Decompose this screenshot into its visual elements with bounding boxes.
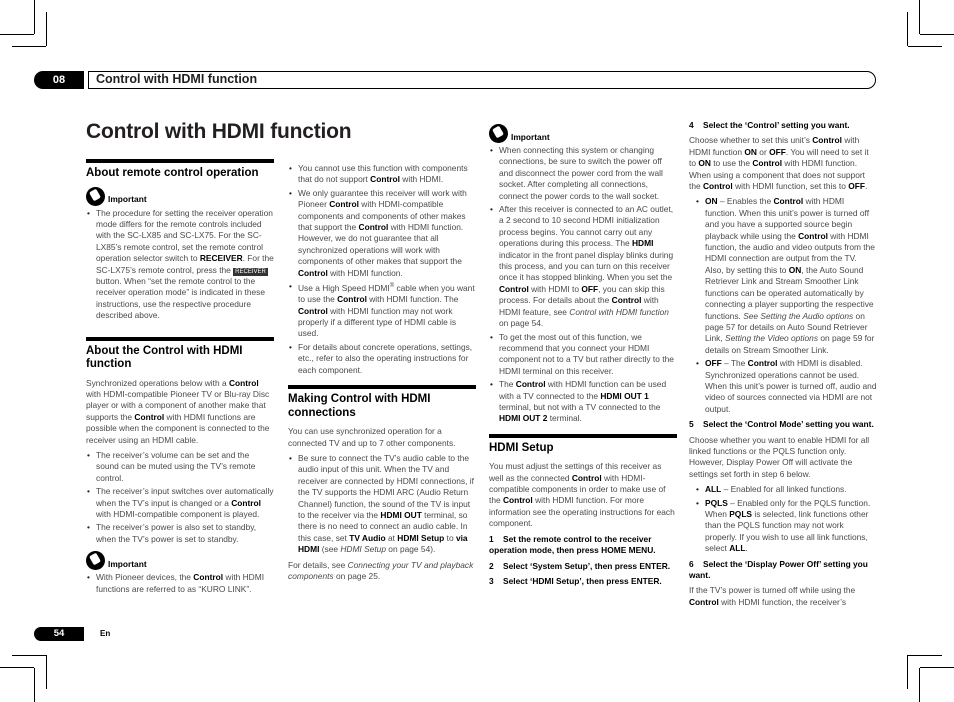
crop-mark — [34, 0, 35, 34]
paragraph: You can use synchronized operation for a connected TV and up to 7 other components. — [288, 426, 456, 448]
paragraph: For details, see Connecting your TV and playback components on page 25. — [288, 559, 474, 581]
section-heading-about-control: About the Control with HDMI function — [86, 340, 274, 372]
column-3 — [489, 122, 677, 591]
list-item: • Be sure to connect the TV’s audio cable to the audio input of this unit. When the TV and receiver are connected by HDMI connections, if the TV supports the HDMI ARC (Audio Return Channel) function, the sound of the TV is input to the receiver via the HDMI OUT terminal, so there is no need to connect an audio cable. In this case, set TV Audio at HDMI Setup to via HDMI (see HDMI Setup on page 54). — [288, 453, 476, 556]
crop-mark — [0, 667, 34, 668]
important-hand-icon — [86, 551, 105, 570]
section-heading-connections: Making Control with HDMI connections — [288, 388, 476, 420]
important-note-3 — [489, 124, 677, 143]
list-item-pqls: • PQLS – Enabled only for the PQLS function. When PQLS is selected, link functions other than the PQLS function may not work properly. If you wish to use all link functions, select ALL. — [689, 498, 877, 555]
crop-mark — [920, 34, 954, 35]
chapter-number: 08 — [34, 71, 84, 89]
list-item: • For details about concrete operations, settings, etc., refer to also the operating instructions for each component. — [288, 342, 476, 376]
list-item: • After this receiver is connected to an AC outlet, a 2 second to 10 second HDMI initialization process begins. You cannot carry out any operations during this process. The HDMI indicator in the front panel display blinks during this process, and you can turn on this receiver once it has stopped blinking. When you set the Control with HDMI to OFF, you can skip this process. For details about the Control with HDMI feature, see Control with HDMI function on page 54. — [489, 204, 677, 329]
crop-mark — [0, 34, 34, 35]
paragraph: Choose whether you want to enable HDMI for all linked functions or the PQLS function only. However, Display Power Off will activate the settings set forth in step 6 below. — [689, 434, 870, 479]
list-item: • The Control with HDMI function can be used with a TV connected to the HDMI OUT 1 terminal, but not with a TV connected to the HDMI OUT 2 terminal. — [489, 379, 677, 425]
list-item-all: • ALL – Enabled for all linked functions. — [689, 484, 877, 495]
list-item: • The receiver’s input switches over automatically when the TV’s input is changed or a Control with HDMI-compatible component is played. — [86, 486, 274, 520]
receiver-button-icon: RECEIVER — [235, 268, 266, 275]
crop-mark — [12, 655, 46, 656]
list-item: • The receiver’s power is also set to standby, when the TV’s power is set to standby. — [86, 522, 274, 545]
crop-mark — [919, 0, 920, 34]
page-title: Control with HDMI function — [86, 120, 352, 143]
list-item-off: • OFF – The Control with HDMI is disabled. Synchronized operations cannot be used. When this unit’s power is turned off, audio and video of sources connected via HDMI are not output. — [689, 358, 877, 415]
column-1 — [86, 162, 274, 599]
paragraph: If the TV’s power is turned off while using the Control with HDMI function, the receiver’s — [689, 585, 856, 607]
important-label: Important — [511, 131, 550, 142]
crop-mark — [920, 667, 954, 668]
crop-mark — [907, 12, 908, 46]
page-number: 54 — [34, 627, 84, 641]
important-note-2 — [86, 551, 274, 570]
paragraph: Choose whether to set this unit’s Control with HDMI function ON or OFF. You will need to set it to ON to use the Control with HDMI function. When using a component that does not support the Control with HDMI function, set this to OFF. — [689, 135, 869, 192]
list-item: • Use a High Speed HDMI® cable when you want to use the Control with HDMI function. The Control with HDMI function may not work properly if a different type of HDMI cable is used. — [288, 281, 476, 340]
crop-mark — [908, 46, 942, 47]
list-item: • When connecting this system or changing connections, be sure to switch the power off and disconnect the power cord from the wall socket. After completing all connections, connect the power cords to the wall socket. — [489, 145, 677, 202]
list-item-on: • ON – Enables the Control with HDMI function. When this unit’s power is turned off and you have a supported source begin playback while using the Control with HDMI function, the audio and video outputs from the HDMI connection are output from the TV. Also, by setting this to ON, the Auto Sound Retriever Link and Stream Smoother Link functions can be operated automatically by connecting a player supporting the respective functions. See Setting the Audio options on page 57 for details on Auto Sound Retriever Link, Setting the Video options on page 59 for details on Stream Smoother Link. — [689, 196, 877, 356]
step-1: 1 Set the remote control to the receiver operation mode, then press HOME MENU. — [489, 533, 656, 556]
list-item: • With Pioneer devices, the Control with HDMI functions are referred to as “KURO LINK”. — [86, 572, 274, 595]
important-hand-icon — [86, 187, 105, 206]
important-note-1 — [86, 187, 274, 206]
crop-mark — [12, 46, 46, 47]
crop-mark — [46, 12, 47, 46]
important-label: Important — [108, 558, 147, 569]
step-3: 3 Select ‘HDMI Setup’, then press ENTER. — [489, 575, 662, 586]
paragraph: Synchronized operations below with a Control with HDMI-compatible Pioneer TV or Blu-ray Disc player or with a component of another make that supports the Control with HDMI functions are possible when the component is connected to the receiver using an HDMI cable. — [86, 377, 270, 445]
list-item: • We only guarantee this receiver will work with Pioneer Control with HDMI-compatible components and components of other makes that support the Control with HDMI function. However, we do not guarantee that all synchronized operations will work with components of other makes that support the Control with HDMI function. — [288, 188, 476, 279]
step-5: 5 Select the ‘Control Mode’ setting you want. — [689, 419, 874, 430]
column-4 — [689, 120, 877, 612]
crop-mark — [919, 668, 920, 702]
crop-mark — [46, 655, 47, 689]
crop-mark — [908, 655, 942, 656]
column-2 — [288, 163, 476, 586]
step-6: 6 Select the ‘Display Power Off’ setting you want. — [689, 558, 868, 581]
section-heading-hdmi-setup: HDMI Setup — [489, 437, 677, 456]
section-heading-remote-control: About remote control operation — [86, 162, 274, 181]
list-item: • The procedure for setting the receiver operation mode differs for the remote controls included with the SC-LX85 and SC-LX75. For the SC-LX85’s remote control, set the remote control operation selector switch to RECEIVER. For the SC-LX75’s remote control, press the RECEIVER button. When “set the remote control to the receiver operation mode” is indicated in these instructions, use the respective procedure described above. — [86, 208, 274, 322]
step-2: 2 Select ‘System Setup’, then press ENTER. — [489, 560, 671, 571]
paragraph: You must adjust the settings of this receiver as well as the connected Control with HDMI-compatible components in order to make use of the Control with HDMI function. For more information see the operating instructions for each component. — [489, 461, 675, 529]
list-item: • You cannot use this function with components that do not support Control with HDMI. — [288, 163, 476, 186]
step-4: 4 Select the ‘Control’ setting you want. — [689, 120, 850, 130]
important-hand-icon — [489, 124, 508, 143]
crop-mark — [907, 655, 908, 689]
crop-mark — [34, 668, 35, 702]
language-label: En — [100, 629, 111, 638]
list-item: • To get the most out of this function, we recommend that you connect your HDMI component not to a TV but rather directly to the HDMI terminal on this receiver. — [489, 332, 677, 378]
important-label: Important — [108, 194, 147, 205]
chapter-title: Control with HDMI function — [96, 72, 258, 86]
list-item: • The receiver’s volume can be set and the sound can be muted using the TV’s remote control. — [86, 450, 274, 484]
